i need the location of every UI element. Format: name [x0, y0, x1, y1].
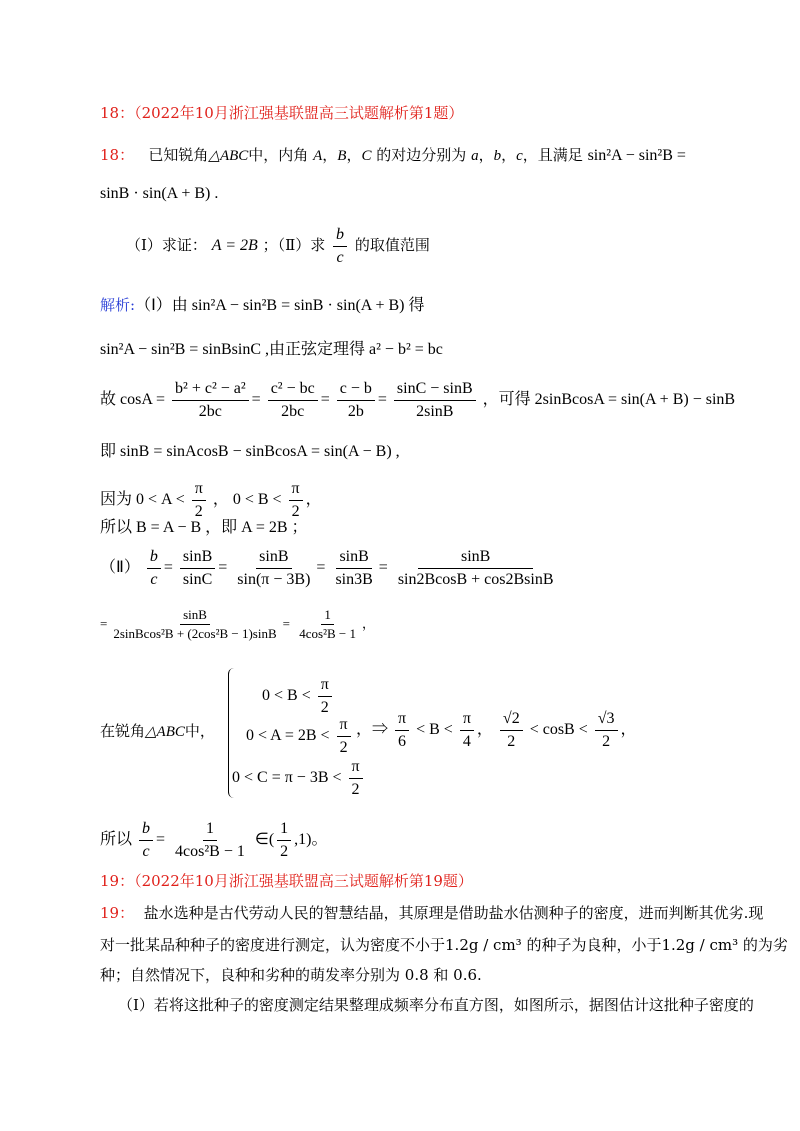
- sol18-line4: 即 sinB = sinAcosB − sinBcosA = sin(A − B) ,: [100, 443, 400, 460]
- sol18-line9-result: ，⇒ $\frac{\pi}{6}$ < B < $\frac{\pi}{4}$ ， $\frac{√2}{2}$ < cosB < $\frac{√3}{2}$ ，: [356, 710, 637, 750]
- q18-line2: sinB · sin(A + B) .: [100, 185, 219, 202]
- solution-label: 解析:: [100, 296, 136, 314]
- q19-line4: （Ⅰ）若将这批种子的密度测定结果整理成频率分布直方图，如图所示，据图估计这批种子密度的: [118, 996, 754, 1014]
- sol18-line7: （Ⅱ） $\frac{b}{c}$ = $\frac{\sin B}{\sin C}$ = $\frac{\sin B}{\sin(\pi - 3B)}$ = $\frac{\sin B}{\sin 3B}$ = $\frac{\sin B}{\sin 2BcosB + \cos 2BsinB}$: [100, 548, 554, 588]
- q19-heading: 19：（2022年10月浙江强基联盟高三试题解析第19题）: [100, 872, 473, 890]
- b-over-c-fraction: $\frac{b}{c}$: [333, 226, 347, 266]
- q19-line3: 种；自然情况下，良种和劣种的萌发率分别为 0.8 和 0.6.: [100, 966, 482, 984]
- q19-line2: 对一批某品种种子的密度进行测定，认为密度不小于1.2g / cm³ 的种子为良种，小于1.2g / cm³ 的为劣: [100, 936, 788, 954]
- q19-line1: 19： 盐水选种是古代劳动人民的智慧结晶，其原理是借助盐水估测种子的密度，进而判断其优劣.现: [100, 904, 764, 922]
- sol18-line9-label: 在锐角△ABC中，: [100, 722, 215, 740]
- case-a: 0 < A = 2B < $\frac{\pi}{2}$: [246, 716, 354, 756]
- q18-heading: 18：（2022年10月浙江强基联盟高三试题解析第1题）: [100, 104, 464, 122]
- case-c: 0 < C = π − 3B < $\frac{\pi}{2}$: [232, 758, 366, 798]
- sol18-line3: 故 cosA = $\frac{\text{b² + c² − a²}}{2bc}$ = $\frac{\text{c² − bc}}{2bc}$ = $\frac{c - b}{2b}$ = $\frac{\sin C - \sin B}{2\sin B}$ ，可得 2sinBcosA = sin(A + B) − sinB: [100, 380, 736, 420]
- sol18-line2: sin²A − sin²B = sinBsinC ,由正弦定理得 a² − b² = bc: [100, 341, 443, 358]
- q19-number: 19：: [100, 904, 135, 922]
- sol18-line8: = $\frac{\sin B}{\text{2sinBcos²B + (2cos²B − 1)sinB}}$ = $\frac{1}{\text{4cos²B − 1}}$ ，: [100, 607, 375, 642]
- q18-parts: （Ⅰ）求证： A = 2B ；（Ⅱ）求 $\frac{b}{c}$ 的取值范围: [126, 226, 430, 266]
- q18-line1: 18： 已知锐角△ABC中，内角 A，B，C 的对边分别为 a，b，c，且满足 sin²A − sin²B =: [100, 146, 686, 164]
- q18-number: 18：: [100, 146, 135, 164]
- sol18-line1: 解析:（Ⅰ）由 sin²A − sin²B = sinB · sin(A + B) 得: [100, 296, 425, 314]
- sol18-line6: 所以 B = A − B ，即 A = 2B ；: [100, 519, 308, 536]
- case-b: 0 < B < $\frac{\pi}{2}$: [262, 676, 335, 716]
- sol18-line10: 所以 $\frac{b}{c}$ = $\frac{1}{\text{4cos²B − 1}}$ ∈( $\frac{1}{2}$ ,1)。: [100, 820, 328, 860]
- sol18-line5: 因为 0 < A < $\frac{\pi}{2}$ ， 0 < B < $\frac{\pi}{2}$ ，: [100, 480, 322, 520]
